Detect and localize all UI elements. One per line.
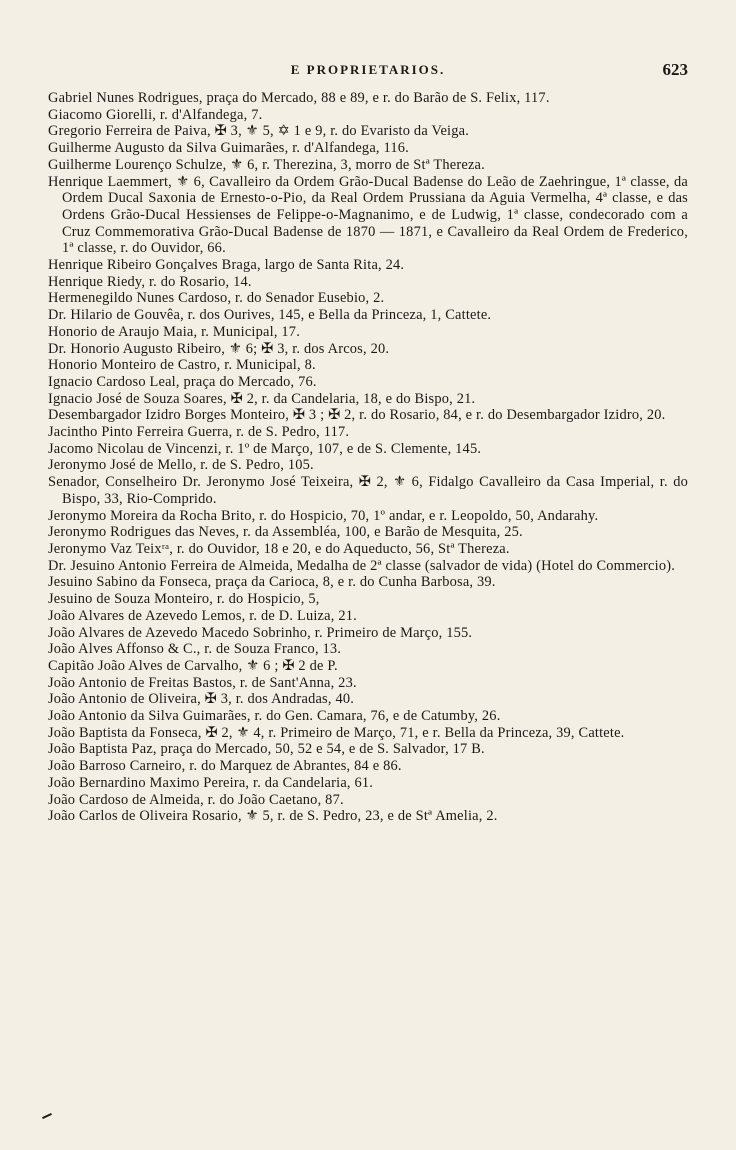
directory-entry: João Carlos de Oliveira Rosario, ⚜ 5, r. de S. Pedro, 23, e de Stª Amelia, 2. xyxy=(48,808,498,825)
directory-entry: Dr. Honorio Augusto Ribeiro, ⚜ 6; ✠ 3, r. dos Arcos, 20. xyxy=(48,340,390,357)
directory-entry: Jeronymo Vaz Teixʳᵃ, r. do Ouvidor, 18 e 20, e do Aqueducto, 56, Stª Thereza. xyxy=(48,540,510,557)
directory-entry: João Alvares de Azevedo Macedo Sobrinho, r. Primeiro de Março, 155. xyxy=(48,624,473,641)
directory-entry: Dr. Hilario de Gouvêa, r. dos Ourives, 145, e Bella da Princeza, 1, Cattete. xyxy=(48,307,492,324)
directory-entry: João Antonio de Freitas Bastos, r. de Sant'Anna, 23. xyxy=(48,674,357,691)
directory-entry: Henrique Riedy, r. do Rosario, 14. xyxy=(48,273,252,290)
directory-entry: Jesuino de Souza Monteiro, r. do Hospicio, 5, xyxy=(48,591,320,608)
directory-entry: Giacomo Giorelli, r. d'Alfandega, 7. xyxy=(48,106,263,123)
directory-entry: João Barroso Carneiro, r. do Marquez de Abrantes, 84 e 86. xyxy=(48,758,402,775)
directory-entry: Guilherme Lourenço Schulze, ⚜ 6, r. Therezina, 3, morro de Stª Thereza. xyxy=(48,156,485,173)
directory-entry: Jacintho Pinto Ferreira Guerra, r. de S. Pedro, 117. xyxy=(48,424,350,441)
directory-entry: Henrique Laemmert, ⚜ 6, Cavalleiro da Ordem Grão-Ducal Badense do Leão de Zaehringue, 1ª classe, da Ordem Ducal Saxonia de Ernesto-o-Pio, da Real Ordem Prussiana da Aguia Vermelha, 4ª classe, e das Ordens Grão-Ducal Hessienses de Felippe-o-Magnanimo, e de Ludwig, 1ª classe, condecorado com a Cruz Commemorativa Grão-Ducal Badense de 1870 — 1871, e Cavalleiro da Real Ordem de Frederico, 1ª classe, r. do Ouvidor, 66. xyxy=(48,173,692,257)
directory-entry: Gabriel Nunes Rodrigues, praça do Mercado, 88 e 89, e r. do Barão de S. Felix, 117. xyxy=(48,90,550,106)
directory-entry: João Alves Affonso & C., r. de Souza Franco, 13. xyxy=(48,641,342,658)
directory-entry: Jeronymo Rodrigues das Neves, r. da Assembléa, 100, e Barão de Mesquita, 25. xyxy=(48,524,523,541)
page-number: 623 xyxy=(662,60,688,79)
directory-entry: João Antonio da Silva Guimarães, r. do Gen. Camara, 76, e de Catumby, 26. xyxy=(48,708,501,725)
directory-entry: Jeronymo José de Mello, r. de S. Pedro, 105. xyxy=(48,457,314,474)
directory-entry: Honorio de Araujo Maia, r. Municipal, 17. xyxy=(48,323,300,340)
directory-entry: João Baptista Paz, praça do Mercado, 50, 52 e 54, e de S. Salvador, 17 B. xyxy=(48,741,485,758)
directory-entry: Jeronymo Moreira da Rocha Brito, r. do Hospicio, 70, 1º andar, e r. Leopoldo, 50, Andarahy. xyxy=(48,507,599,524)
page-header xyxy=(48,62,688,86)
directory-entry: Ignacio José de Souza Soares, ✠ 2, r. da Candelaria, 18, e do Bispo, 21. xyxy=(48,390,476,407)
directory-entry: Hermenegildo Nunes Cardoso, r. do Senador Eusebio, 2. xyxy=(48,290,385,307)
directory-entry: Senador, Conselheiro Dr. Jeronymo José Teixeira, ✠ 2, ⚜ 6, Fidalgo Cavalleiro da Casa Imperial, r. do Bispo, 33, Rio-Comprido. xyxy=(48,474,692,507)
directory-entry: João Alvares de Azevedo Lemos, r. de D. Luiza, 21. xyxy=(48,607,357,624)
directory-entry: Guilherme Augusto da Silva Guimarães, r. d'Alfandega, 116. xyxy=(48,140,409,157)
directory-entry: Dr. Jesuino Antonio Ferreira de Almeida, Medalha de 2ª classe (salvador de vida) (Hotel do Commercio). xyxy=(48,557,676,574)
running-title: E PROPRIETARIOS. xyxy=(290,62,446,77)
directory-entry: João Baptista da Fonseca, ✠ 2, ⚜ 4, r. Primeiro de Março, 71, e r. Bella da Princeza, 39, Cattete. xyxy=(48,724,625,741)
ink-mark xyxy=(42,1113,52,1119)
directory-entry: Honorio Monteiro de Castro, r. Municipal, 8. xyxy=(48,357,316,374)
directory-entry: João Cardoso de Almeida, r. do João Caetano, 87. xyxy=(48,791,344,808)
directory-entry: Henrique Ribeiro Gonçalves Braga, largo de Santa Rita, 24. xyxy=(48,257,405,274)
directory-entry: Ignacio Cardoso Leal, praça do Mercado, 76. xyxy=(48,373,317,390)
directory-entry: João Antonio de Oliveira, ✠ 3, r. dos Andradas, 40. xyxy=(48,691,355,708)
directory-entry: Jesuino Sabino da Fonseca, praça da Carioca, 8, e r. do Cunha Barbosa, 39. xyxy=(48,574,496,591)
directory-entry: Desembargador Izidro Borges Monteiro, ✠ 3 ; ✠ 2, r. do Rosario, 84, e r. do Desembargador Izidro, 20. xyxy=(48,407,666,424)
directory-entry: Capitão João Alves de Carvalho, ⚜ 6 ; ✠ 2 de P. xyxy=(48,657,338,674)
directory-entries xyxy=(48,90,692,825)
directory-entry: Gregorio Ferreira de Paiva, ✠ 3, ⚜ 5, ✡ 1 e 9, r. do Evaristo da Veiga. xyxy=(48,123,470,140)
directory-entry: Jacomo Nicolau de Vincenzi, r. 1º de Março, 107, e de S. Clemente, 145. xyxy=(48,440,482,457)
directory-entry: João Bernardino Maximo Pereira, r. da Candelaria, 61. xyxy=(48,774,374,791)
